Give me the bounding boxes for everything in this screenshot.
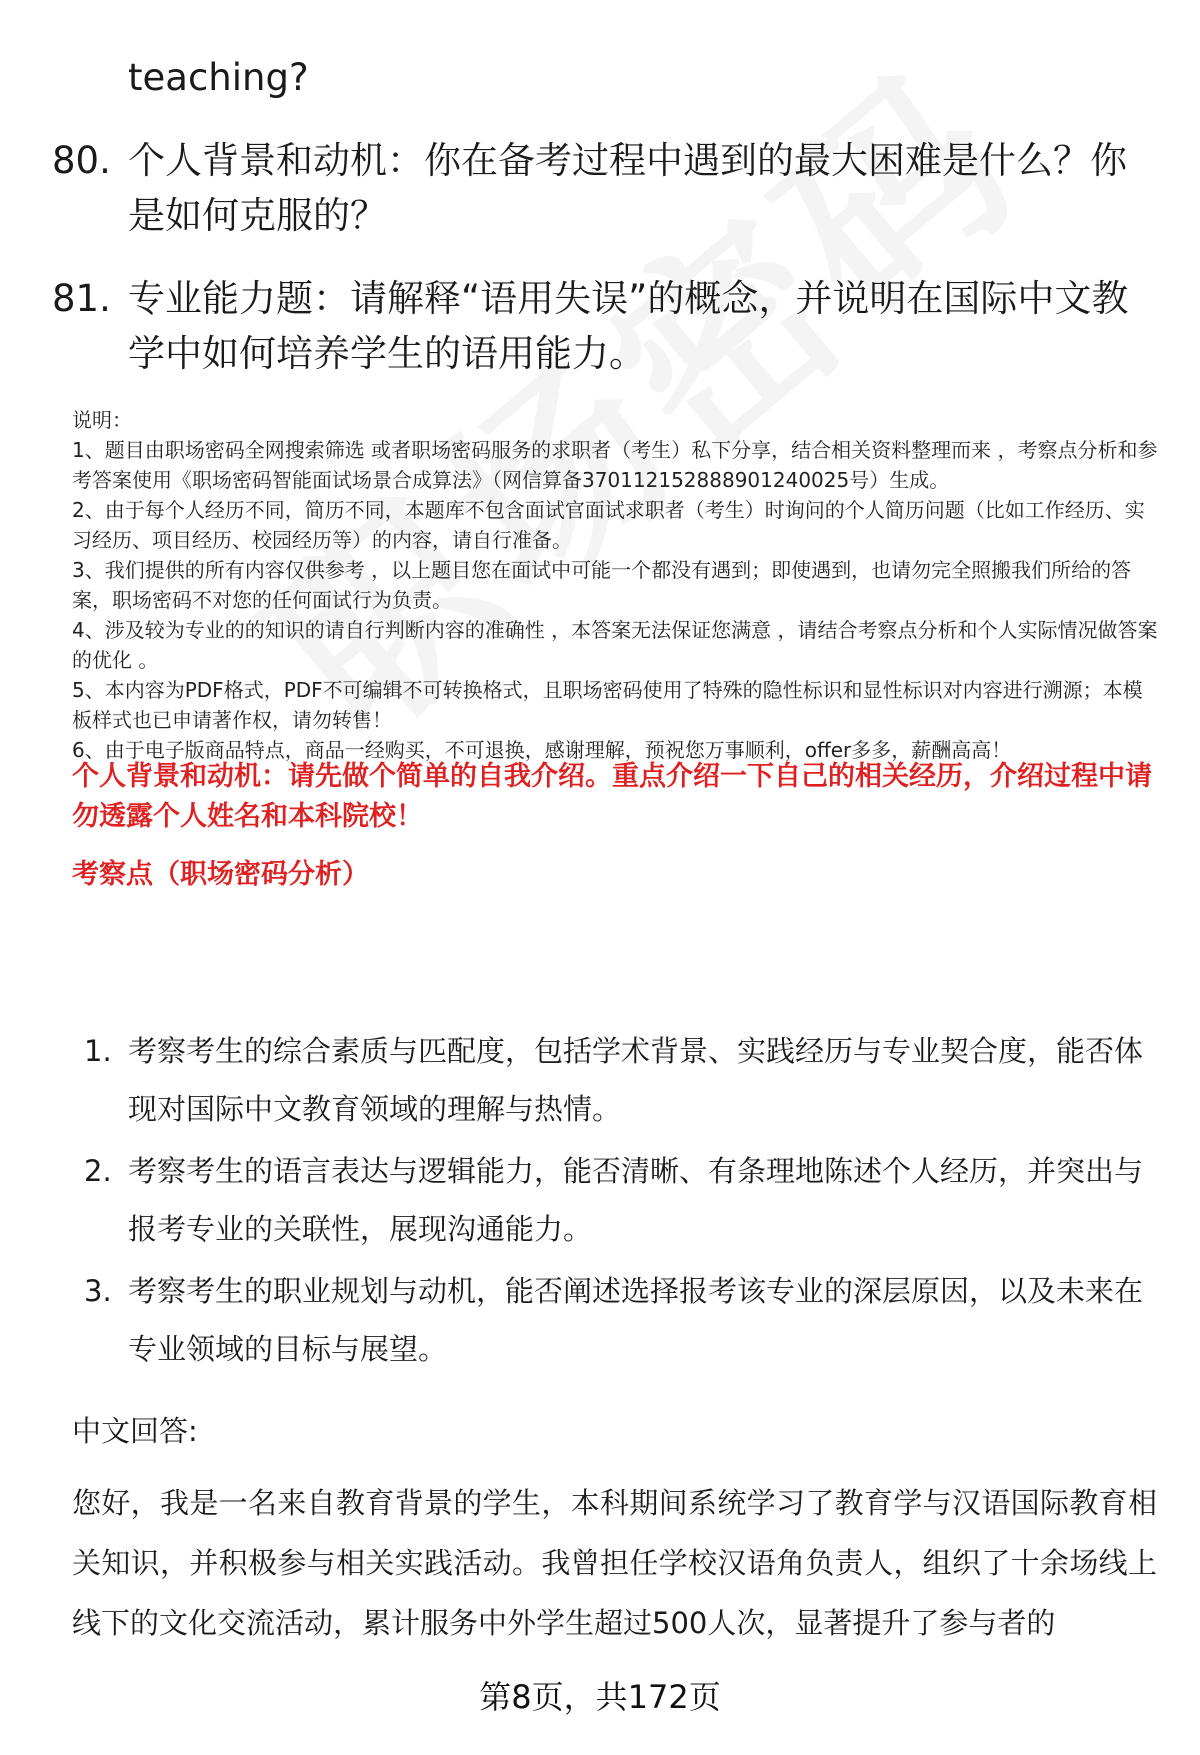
answer-text: 您好，我是一名来自教育背景的学生，本科期间系统学习了教育学与汉语国际教育相关知识，并积极参与相关实践活动。我曾担任学校汉语角负责人，组织了十余场线上线下的文化交流活动，累计服务中外学生超过500人次，显著提升了参与者的	[72, 1486, 1157, 1640]
point-text: 考察考生的职业规划与动机，能否阐述选择报考该专业的深层原因，以及未来在专业领域的目标与展望。	[128, 1274, 1144, 1366]
answer-label: 中文回答:	[72, 1414, 198, 1448]
point-number: 1.	[84, 1034, 112, 1068]
question-text: 专业能力题：请解释“语用失误”的概念，并说明在国际中文教学中如何培养学生的语用能力。	[128, 277, 1129, 375]
note-item: 2、由于每个人经历不同，简历不同，本题库不包含面试官面试求职者（考生）时询问的个人简历问题（比如工作经历、实习经历、项目经历、校园经历等）的内容，请自行准备。	[72, 498, 1145, 552]
analysis-point	[72, 1142, 1152, 1258]
question-text: 个人背景和动机：你在备考过程中遇到的最大困难是什么？你是如何克服的？	[128, 139, 1127, 237]
note-item: 4、涉及较为专业的的知识的请自行判断内容的准确性 ，本答案无法保证您满意 ，请结合考察点分析和个人实际情况做答案的优化 。	[72, 618, 1158, 672]
analysis-point	[72, 1262, 1152, 1378]
analysis-point	[72, 1022, 1152, 1138]
question-heading: 个人背景和动机：请先做个简单的自我介绍。重点介绍一下自己的相关经历，介绍过程中请勿透露个人姓名和本科院校！	[72, 761, 1152, 832]
point-text: 考察考生的综合素质与匹配度，包括学术背景、实践经历与专业契合度，能否体现对国际中文教育领域的理解与热情。	[128, 1034, 1144, 1126]
note-item: 5、本内容为PDF格式，PDF不可编辑不可转换格式，且职场密码使用了特殊的隐性标识和显性标识对内容进行溯源；本模板样式也已申请著作权，请勿转售！	[72, 678, 1143, 732]
point-number: 2.	[84, 1154, 112, 1188]
point-number: 3.	[84, 1274, 112, 1308]
question-continuation: teaching?	[128, 56, 309, 99]
note-item: 1、题目由职场密码全网搜索筛选 或者职场密码服务的求职者（考生）私下分享，结合相关资料整理而来 ，考察点分析和参考答案使用《职场密码智能面试场景合成算法》（网信算备370112152888901240025号）生成。	[72, 438, 1158, 492]
question-list	[52, 50, 1152, 409]
point-text: 考察考生的语言表达与逻辑能力，能否清晰、有条理地陈述个人经历，并突出与报考专业的关联性，展现沟通能力。	[128, 1154, 1144, 1246]
question-number: 80.	[52, 139, 111, 182]
note-item: 6、由于电子版商品特点，商品一经购买，不可退换，感谢理解，预祝您万事顺利，offer多多，薪酬高高！	[72, 738, 1012, 762]
question-number: 81.	[52, 277, 111, 320]
notes-section	[72, 405, 1162, 765]
analysis-points	[72, 1022, 1152, 1382]
notes-title: 说明：	[72, 408, 132, 432]
question-item-80	[52, 133, 1152, 243]
page-footer: 第8页，共172页	[479, 1678, 721, 1716]
analysis-heading: 考察点（职场密码分析）	[72, 859, 369, 890]
question-item-81	[52, 271, 1152, 381]
note-item: 3、我们提供的所有内容仅供参考 ，以上题目您在面试中可能一个都没有遇到；即使遇到，也请勿完全照搬我们所给的答案，职场密码不对您的任何面试行为负责。	[72, 558, 1132, 612]
